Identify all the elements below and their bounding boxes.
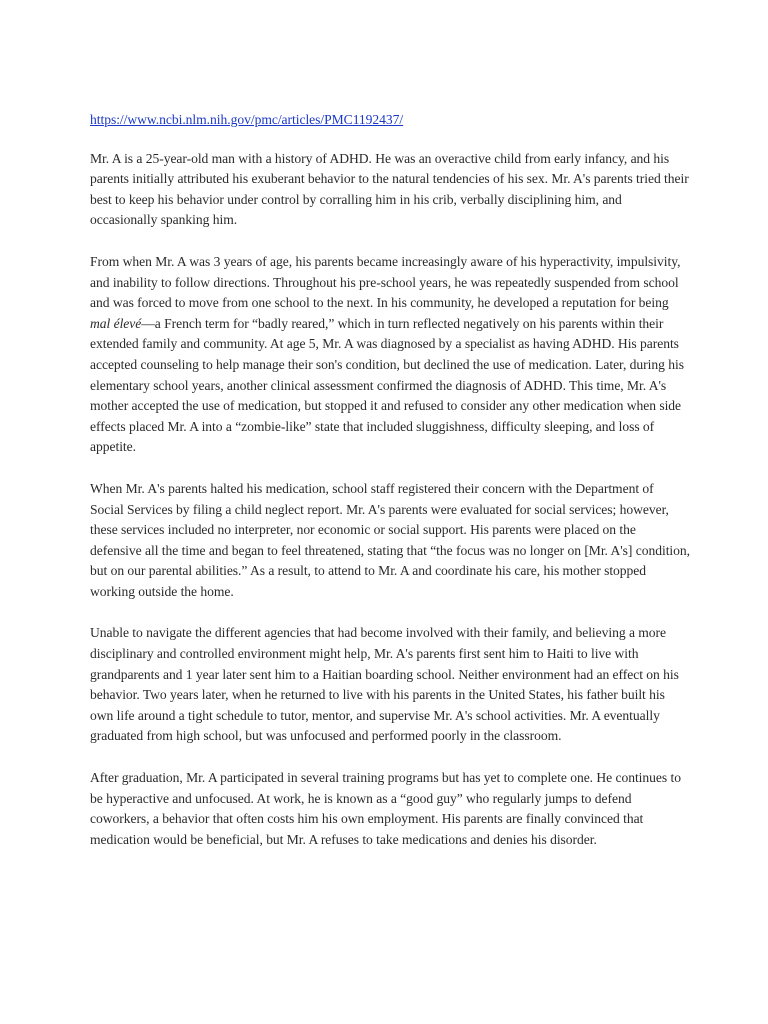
- source-link[interactable]: https://www.ncbi.nlm.nih.gov/pmc/articles/PMC1192437/: [90, 112, 404, 127]
- french-term: mal élevé: [90, 315, 142, 331]
- paragraph-2: [90, 252, 690, 458]
- paragraph-3: When Mr. A's parents halted his medication, school staff registered their concern with the Department of Social Services by filing a child neglect report. Mr. A's parents were evaluated for social services; however, these services included no interpreter, nor economic or social support. His parents were placed on the defensive all the time and began to feel threatened, stating that “the focus was no longer on [Mr. A's] condition, but on our parental abilities.” As a result, to attend to Mr. A and coordinate his care, his mother stopped working outside the home.: [90, 480, 690, 599]
- paragraph-5: After graduation, Mr. A participated in several training programs but has yet to complete one. He continues to be hyperactive and unfocused. At work, he is known as a “good guy” who regularly jumps to defend coworkers, a behavior that often costs him his own employment. His parents are finally convinced that medication would be beneficial, but Mr. A refuses to take medications and denies his disorder.: [90, 770, 681, 847]
- paragraph-4: Unable to navigate the different agencies that had become involved with their family, and believing a more disciplinary and controlled environment might help, Mr. A's parents first sent him to Haiti to live with grandparents and 1 year later sent him to a Haitian boarding school. Neither environment had an effect on his behavior. Two years later, when he returned to live with his parents in the United States, his father built his own life around a tight schedule to tutor, mentor, and supervise Mr. A's school activities. Mr. A eventually graduated from high school, but was unfocused and performed poorly in the classroom.: [90, 625, 679, 744]
- paragraph-1: Mr. A is a 25-year-old man with a history of ADHD. He was an overactive child from early infancy, and his parents initially attributed his exuberant behavior to the natural tendencies of his sex. Mr. A's parents tried their best to keep his behavior under control by corralling him in his crib, verbally disciplining him, and occasionally spanking him.: [90, 150, 689, 228]
- paragraph-2-part-1: From when Mr. A was 3 years of age, his parents became increasingly aware of his hyperactivity, impulsivity, and inability to follow directions. Throughout his pre-school years, he was repeatedly suspended from school and was forced to move from one school to the next. In his community, he developed a reputation for being: [90, 253, 681, 311]
- paragraph-2-part-2: —a French term for “badly reared,” which in turn reflected negatively on his parents within their extended family and community. At age 5, Mr. A was diagnosed by a specialist as having ADHD. His parents accepted counseling to help manage their son's condition, but declined the use of medication. Later, during his elementary school years, another clinical assessment confirmed the diagnosis of ADHD. This time, Mr. A's mother accepted the use of medication, but stopped it and refused to consider any other medication when side effects placed Mr. A into a “zombie-like” state that included sluggishness, difficulty sleeping, and loss of appetite.: [90, 315, 684, 455]
- document-body: [90, 110, 690, 871]
